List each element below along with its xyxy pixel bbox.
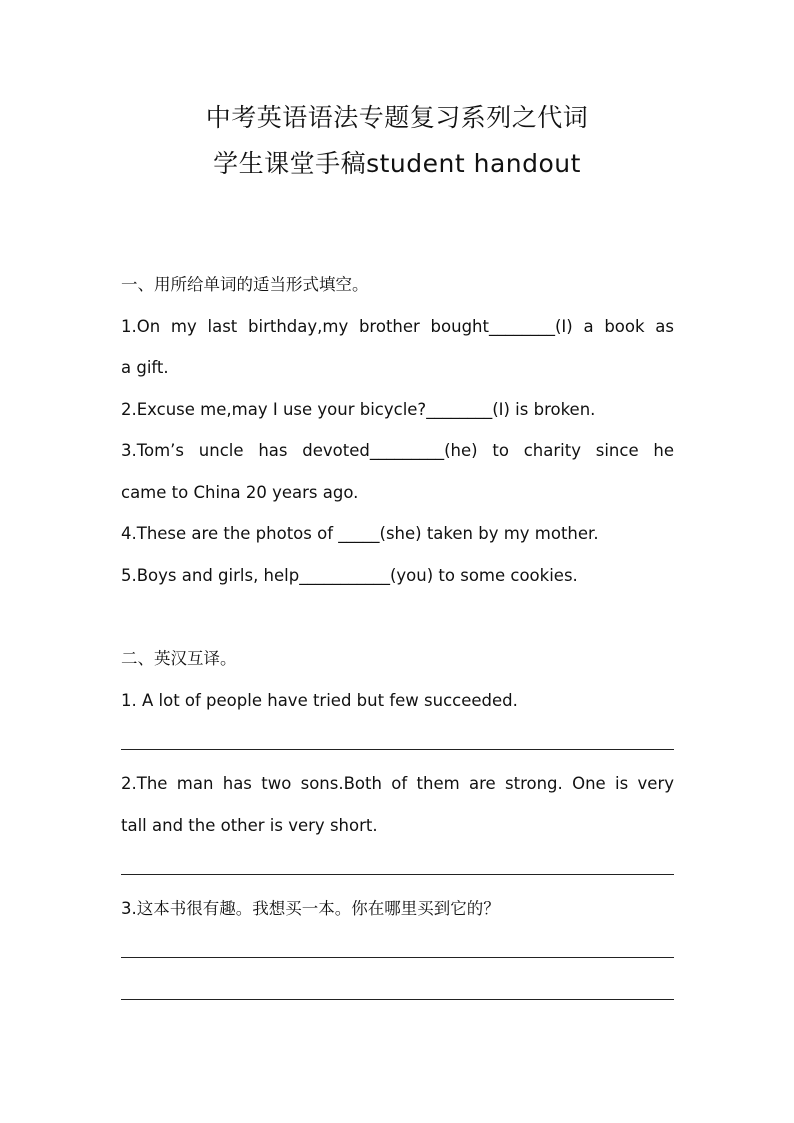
answer-line-4 [121,999,674,1000]
s2-question-3: 3.这本书很有趣。我想买一本。你在哪里买到它的？ [121,899,500,918]
s1-question-3-line-2: came to China 20 years ago. [121,483,359,502]
answer-line-3 [121,957,674,958]
s1-question-1-line-2: a gift. [121,358,169,377]
s1-question-5: 5.Boys and girls, help___________(you) to some cookies. [121,566,578,585]
s2-question-2-line-2: tall and the other is very short. [121,816,378,835]
s1-question-2: 2.Excuse me,may I use your bicycle?________(I) is broken. [121,400,596,419]
s1-question-3-line-1: 3.Tom’s uncle has devoted_________(he) to charity since he [121,441,674,460]
section2-heading: 二、英汉互译。 [121,649,237,668]
answer-line-1 [121,749,674,750]
s2-question-1: 1. A lot of people have tried but few succeeded. [121,691,518,710]
s2-question-2-line-1: 2.The man has two sons.Both of them are strong. One is very [121,774,674,793]
page-subtitle: 学生课堂手稿student handout [213,149,581,178]
section1-heading: 一、用所给单词的适当形式填空。 [121,275,369,294]
page-title: 中考英语语法专题复习系列之代词 [205,103,589,132]
s1-question-1-line-1: 1.On my last birthday,my brother bought________(I) a book as [121,317,674,336]
s1-question-4: 4.These are the photos of _____(she) taken by my mother. [121,524,599,543]
answer-line-2 [121,874,674,875]
